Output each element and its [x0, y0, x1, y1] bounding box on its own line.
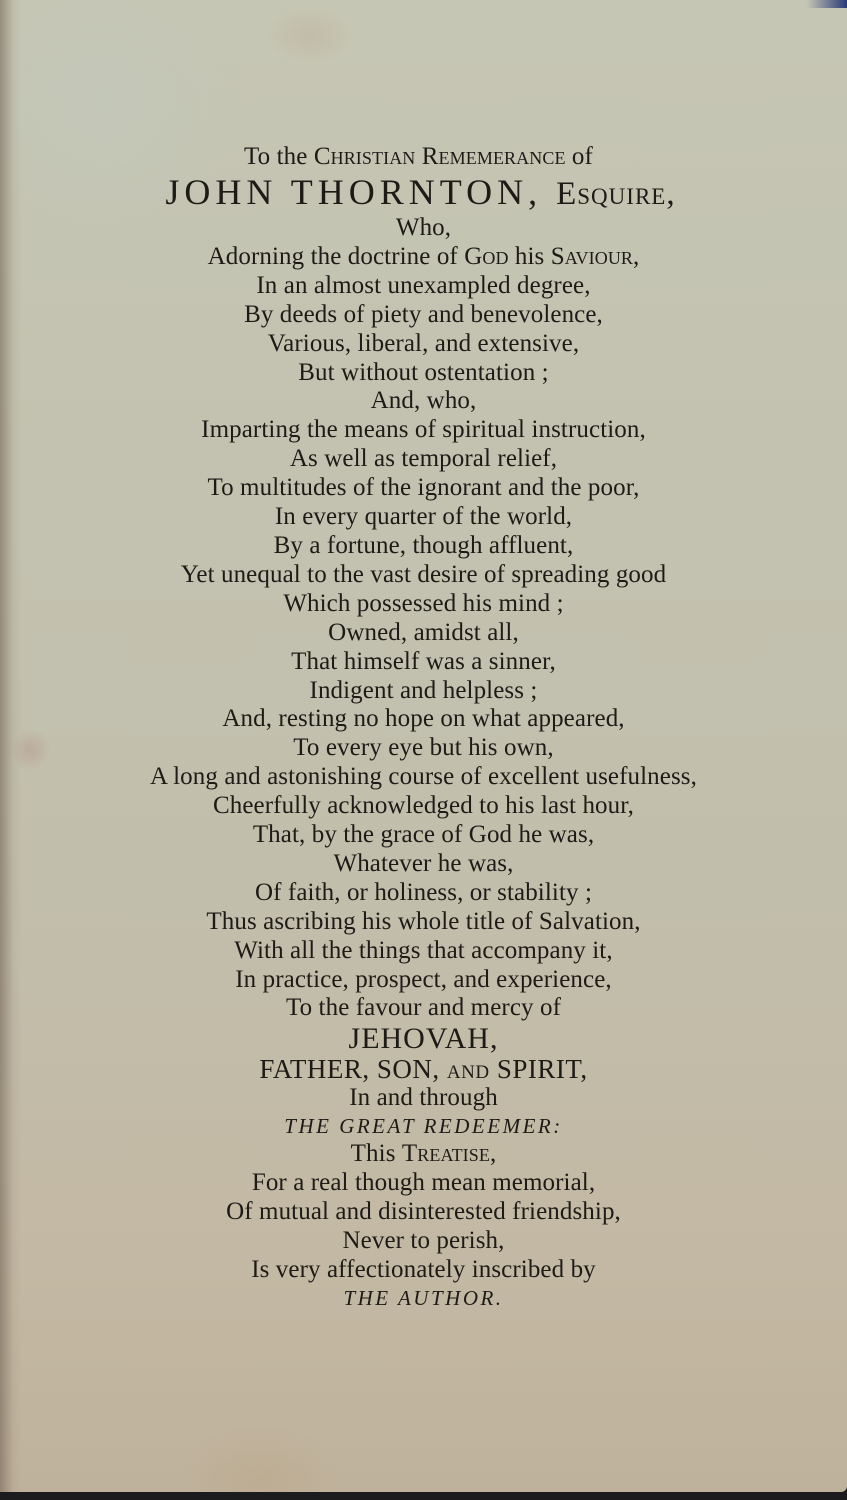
dedication-text: [0, 142, 847, 1312]
honoree-name-text: JOHN THORNTON,: [165, 172, 543, 212]
dedication-heading: [0, 142, 847, 172]
closing-line: Is very affectionately inscribed by: [251, 1255, 596, 1283]
dedication-line: In practice, prospect, and experience,: [235, 965, 612, 993]
dedication-line: Adorning the doctrine of God his Saviour,: [207, 242, 640, 270]
dedication-line: That himself was a sinner,: [291, 647, 556, 675]
author-signature: THE AUTHOR.: [343, 1285, 504, 1310]
dedication-line: That, by the grace of God he was,: [252, 821, 595, 849]
dedication-line: By a fortune, though affluent,: [273, 531, 574, 559]
trinity-and: and: [446, 1054, 490, 1085]
dedication-line: Thus ascribing his whole title of Salvation,: [206, 907, 641, 935]
dedication-line: But without ostentation ;: [298, 358, 549, 386]
dedication-line: With all the things that accompany it,: [234, 936, 613, 964]
dedication-line: Whatever he was,: [333, 849, 514, 877]
treatise-word: Treatise,: [401, 1140, 497, 1168]
treatise-line: [0, 1140, 847, 1169]
dedication-line: And, who,: [370, 387, 477, 415]
dedication-line: Cheerfully acknowledged to his last hour,: [212, 792, 635, 820]
dedication-line: By deeds of piety and benevolence,: [244, 300, 603, 328]
dedication-line: In every quarter of the world,: [274, 503, 573, 531]
dedication-line: Who,: [395, 214, 452, 241]
heading-suffix: of: [571, 143, 593, 170]
heading-christian: Christian: [313, 143, 416, 170]
redeemer-line: THE GREAT REDEEMER:: [284, 1114, 563, 1139]
heading-remembrance: Rememerance: [421, 143, 566, 170]
dedication-line: Various, liberal, and extensive,: [267, 329, 580, 357]
dedication-line: Indigent and helpless ;: [309, 676, 538, 704]
dedication-line: Which possessed his mind ;: [283, 589, 564, 617]
dedication-line: To multitudes of the ignorant and the poor,: [207, 474, 640, 502]
trinity-spirit: SPIRIT,: [496, 1054, 588, 1085]
dedication-line: Yet unequal to the vast desire of spreading good: [180, 560, 667, 588]
through-line: In and through: [349, 1084, 498, 1112]
honoree-title: Esquire,: [556, 176, 676, 212]
dedication-line: To every eye but his own,: [293, 734, 554, 762]
dedication-line: A long and astonishing course of excellent usefulness,: [150, 763, 697, 791]
saviour-word: Saviour: [550, 242, 634, 270]
dedication-line: To the favour and mercy of: [285, 994, 562, 1022]
god-word: God: [464, 242, 509, 270]
closing-line: For a real though mean memorial,: [251, 1169, 596, 1197]
dedication-line: Owned, amidst all,: [328, 618, 519, 646]
god-name: JEHOVAH,: [348, 1022, 499, 1056]
treatise-prefix: This: [350, 1140, 396, 1168]
trinity-line: [0, 1054, 847, 1084]
trinity-father-son: FATHER, SON,: [259, 1054, 440, 1085]
closing-line: Of mutual and disinterested friendship,: [226, 1198, 621, 1226]
dedication-line: And, resting no hope on what appeared,: [222, 705, 625, 733]
dedication-line: Of faith, or holiness, or stability ;: [255, 878, 592, 906]
dedication-line: In an almost unexampled degree,: [256, 271, 591, 299]
background-edge: [807, 0, 847, 8]
heading-prefix: To the: [244, 143, 308, 170]
closing-line: Never to perish,: [342, 1227, 505, 1254]
honoree-name: [0, 172, 847, 214]
dedication-line: Imparting the means of spiritual instruction,: [201, 416, 646, 444]
dedication-line: As well as temporal relief,: [289, 445, 558, 473]
